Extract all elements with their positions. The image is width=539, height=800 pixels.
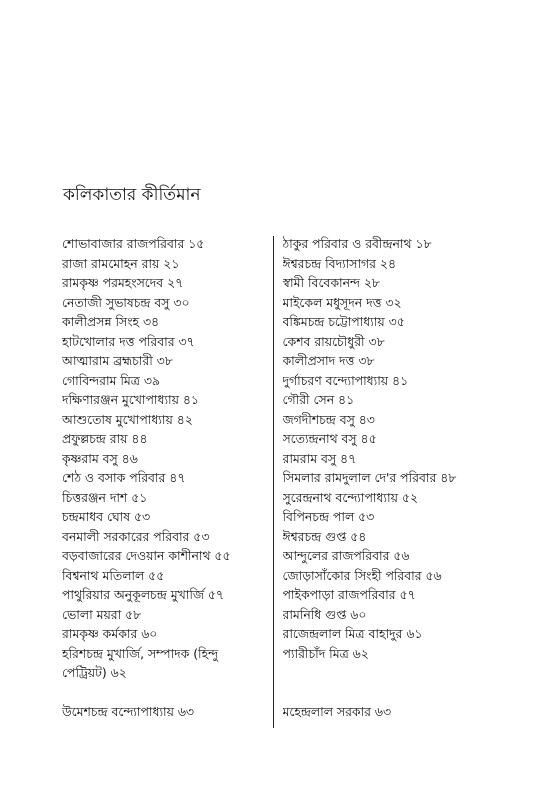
toc-entry-right[interactable]: মহেন্দ্রলাল সরকার ৬৩ <box>282 704 392 719</box>
toc-entry-right[interactable]: প্যারীচাঁদ মিত্র ৬২ <box>282 645 369 661</box>
toc-row <box>62 312 482 332</box>
page-title: কলিকাতার কীর্তিমান <box>63 185 201 205</box>
toc-row <box>62 488 482 508</box>
toc-entry-right[interactable]: স্বামী বিবেকানন্দ ২৮ <box>282 275 380 290</box>
toc-row <box>62 507 482 527</box>
toc-row <box>62 683 482 703</box>
toc-entry-right[interactable]: কেশব রায়চৌধুরী ৩৮ <box>282 333 385 349</box>
toc-entry-left[interactable]: হরিশচন্দ্র মুখার্জি, সম্পাদক (হিন্দু <box>62 645 219 661</box>
toc-entry-left[interactable]: গোবিন্দরাম মিত্র ৩৯ <box>62 372 160 388</box>
table-of-contents <box>62 234 482 722</box>
toc-entry-left[interactable]: বনমালী সরকারের পরিবার ৫৩ <box>62 528 210 544</box>
toc-row <box>62 702 482 722</box>
toc-row <box>62 273 482 293</box>
toc-row <box>62 624 482 644</box>
toc-entry-left[interactable]: দক্ষিণারঞ্জন মুখোপাধ্যায় ৪১ <box>62 392 199 407</box>
toc-entry-left[interactable]: শেঠ ও বসাক পরিবার ৪৭ <box>62 470 186 485</box>
toc-entry-left[interactable]: আশুতোষ মুখোপাধ্যায় ৪২ <box>62 411 193 427</box>
toc-row <box>62 234 482 254</box>
toc-entry-right[interactable]: রামনিধি গুপ্ত ৬০ <box>282 606 367 622</box>
toc-row <box>62 429 482 449</box>
toc-entry-left[interactable]: আত্মারাম ব্রহ্মচারী ৩৮ <box>62 353 173 368</box>
toc-row <box>62 351 482 371</box>
toc-entry-right[interactable]: সত্যেন্দ্রনাথ বসু ৪৫ <box>282 431 377 446</box>
toc-entry-right <box>283 663 483 683</box>
toc-entry-left[interactable]: কালীপ্রসন্ন সিংহ ৩৪ <box>62 314 160 329</box>
toc-entry-left[interactable]: শোভাবাজার রাজপরিবার ১৫ <box>62 236 205 251</box>
toc-entry-right[interactable]: কালীপ্রসাদ দত্ত ৩৮ <box>282 353 375 368</box>
toc-row <box>62 468 482 488</box>
toc-entry-left[interactable]: প্রফুল্লচন্দ্র রায় ৪৪ <box>62 431 148 446</box>
toc-entry-left[interactable]: বিশ্বনাথ মতিলাল ৫৫ <box>62 567 165 583</box>
toc-entry-right[interactable]: সুরেন্দ্রনাথ বন্দ্যোপাধ্যায় ৫২ <box>282 489 418 505</box>
toc-row <box>62 371 482 391</box>
toc-entry-left[interactable]: চিত্তরঞ্জন দাশ ৫১ <box>62 489 148 505</box>
toc-row <box>62 527 482 547</box>
toc-entry-left[interactable]: উমেশচন্দ্র বন্দ্যোপাধ্যায় ৬৩ <box>62 704 194 719</box>
toc-entry-right[interactable]: পাইকপাড়া রাজপরিবার ৫৭ <box>282 587 416 602</box>
toc-row <box>62 605 482 625</box>
toc-entry-right[interactable]: ঈশ্বরচন্দ্র বিদ্যাসাগর ২৪ <box>282 255 397 271</box>
toc-entry-right[interactable]: রাজেন্দ্রলাল মিত্র বাহাদুর ৬১ <box>282 626 423 641</box>
toc-entry-left-continued[interactable]: পেট্রিয়ট) ৬২ <box>62 665 127 680</box>
toc-entry-right[interactable]: দুর্গাচরণ বন্দ্যোপাধ্যায় ৪১ <box>282 372 409 388</box>
toc-entry-right[interactable]: বঙ্কিমচন্দ্র চট্টোপাধ্যায় ৩৫ <box>282 314 405 329</box>
toc-entry-right[interactable]: জোড়াসাঁকোর সিংহী পরিবার ৫৬ <box>282 567 442 583</box>
toc-entry-left[interactable]: রামকৃষ্ণ কর্মকার ৬০ <box>62 626 158 641</box>
toc-row <box>62 644 482 664</box>
toc-row <box>62 449 482 469</box>
toc-entry-right[interactable]: ঈশ্বরচন্দ্র গুপ্ত ৫৪ <box>282 528 367 544</box>
toc-row <box>62 254 482 274</box>
toc-entry-right <box>283 683 483 703</box>
toc-entry-right[interactable]: রামরাম বসু ৪৭ <box>282 450 357 466</box>
toc-entry-right[interactable]: জগদীশচন্দ্র বসু ৪৩ <box>282 411 375 427</box>
toc-row <box>62 410 482 430</box>
toc-entry-left[interactable]: ভোলা ময়রা ৫৮ <box>62 606 142 622</box>
toc-entry-left[interactable]: হাটখোলার দত্ত পরিবার ৩৭ <box>62 333 195 349</box>
toc-row <box>62 566 482 586</box>
toc-entry-right[interactable]: গৌরী সেন ৪১ <box>282 392 355 407</box>
toc-row <box>62 332 482 352</box>
toc-entry-right[interactable]: সিমলার রামদুলাল দে'র পরিবার ৪৮ <box>282 470 457 485</box>
toc-entry-right[interactable]: ঠাকুর পরিবার ও রবীন্দ্রনাথ ১৮ <box>282 236 432 251</box>
column-divider <box>273 236 274 728</box>
toc-row <box>62 585 482 605</box>
toc-row <box>62 390 482 410</box>
toc-entry-right[interactable]: আন্দুলের রাজপরিবার ৫৬ <box>282 548 410 563</box>
toc-entry-right[interactable]: বিপিনচন্দ্র পাল ৫৩ <box>282 509 375 524</box>
toc-entry-left[interactable]: পাথুরিয়ার অনুকূলচন্দ্র মুখার্জি ৫৭ <box>62 587 224 602</box>
toc-row <box>62 663 482 683</box>
toc-entry-left[interactable]: কৃষ্ণরাম বসু ৪৬ <box>62 450 138 466</box>
toc-entry-right[interactable]: মাইকেল মধুসূদন দত্ত ৩২ <box>282 294 402 310</box>
toc-row <box>62 546 482 566</box>
toc-entry-left[interactable]: রামকৃষ্ণ পরমহংসদেব ২৭ <box>62 275 184 290</box>
toc-entry-left[interactable]: বড়বাজারের দেওয়ান কাশীনাথ ৫৫ <box>62 548 231 563</box>
toc-row <box>62 293 482 313</box>
toc-entry-left <box>62 683 267 703</box>
toc-entry-left[interactable]: নেতাজী সুভাষচন্দ্র বসু ৩০ <box>62 294 190 310</box>
toc-entry-left[interactable]: রাজা রামমোহন রায় ২১ <box>62 255 180 271</box>
toc-entry-left[interactable]: চন্দ্রমাধব ঘোষ ৫৩ <box>62 509 151 524</box>
